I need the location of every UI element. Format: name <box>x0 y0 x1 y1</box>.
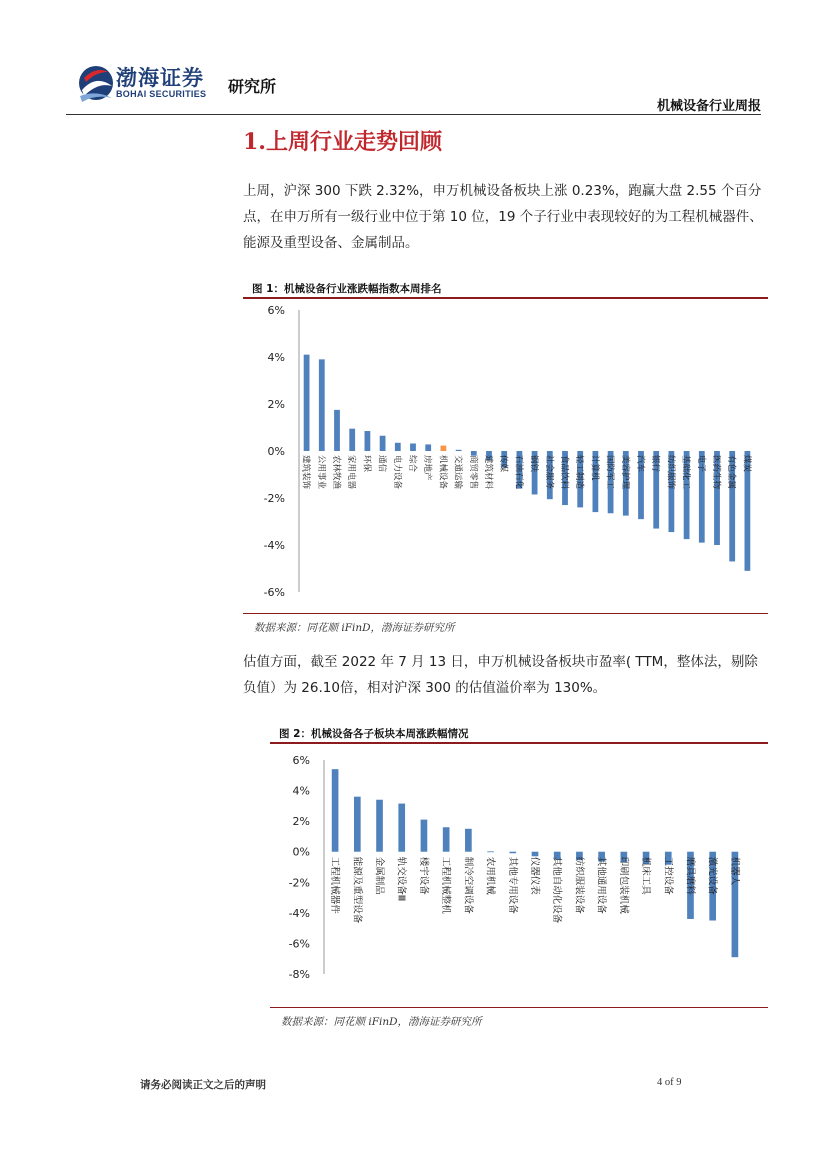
x-category-label: 煤炭 <box>741 455 752 473</box>
x-category-label: 机械设备 <box>437 455 448 490</box>
x-category-label: 综合 <box>407 455 417 473</box>
y-tick-label: 2% <box>267 398 285 411</box>
x-category-label: 公用事业 <box>315 455 326 490</box>
y-tick-label: 0% <box>292 845 310 859</box>
y-tick-label: 6% <box>292 754 310 767</box>
y-tick-label: -6% <box>263 586 285 599</box>
bohai-logo-icon <box>78 60 114 106</box>
x-category-label: 激光设备 <box>706 856 718 895</box>
bar <box>319 359 325 451</box>
figure1-source: 数据来源：同花顺 iFinD，渤海证券研究所 <box>254 622 455 634</box>
x-category-label: 家用电器 <box>346 455 357 490</box>
y-tick-label: -2% <box>263 492 285 505</box>
figure1-chart <box>243 299 768 611</box>
figure2-title: 图 2：机械设备各子板块本周涨跌幅情况 <box>279 728 469 740</box>
header-divider <box>66 114 761 115</box>
x-category-label: 其他专用设备 <box>506 856 518 914</box>
x-category-label: 国防军工 <box>604 455 615 490</box>
y-tick-label: 4% <box>267 351 285 364</box>
bar <box>425 444 431 451</box>
y-tick-label: -4% <box>263 539 285 552</box>
x-category-label: 基础化工 <box>680 455 691 490</box>
figure2-chart <box>270 744 768 1006</box>
x-category-label: 磨具磨料 <box>684 856 696 895</box>
logo-chinese-name: 渤海证券 <box>116 65 204 90</box>
x-category-label: 电力设备 <box>391 455 402 490</box>
x-category-label: 工程机械整机 <box>440 856 452 914</box>
paragraph-weekly-review: 上周，沪深 300 下跌 2.32%，申万机械设备板块上涨 0.23%，跑赢大盘 2.55 个百分点，在申万所有一级行业中位于第 10 位，19 个子行业中表现较好的为工程机械器件、能源及重型设备、金属制品。 <box>243 183 763 251</box>
x-category-label: 传媒 <box>498 455 509 473</box>
bar <box>334 410 340 451</box>
bar <box>395 443 401 451</box>
figure1-title: 图 1：机械设备行业涨跌幅指数本周排名 <box>252 283 442 295</box>
x-category-label: 轻工制造 <box>574 455 585 490</box>
bar <box>487 851 494 852</box>
bar <box>410 443 416 451</box>
y-tick-label: -2% <box>288 876 310 890</box>
paragraph-valuation: 估值方面，截至 2022 年 7 月 13 日，申万机械设备板块市盈率( TTM，整体法，剔除负值）为 26.10倍，相对沪深 300 的估值溢价率为 130%。 <box>243 654 758 696</box>
footer-disclaimer: 请务必阅读正文之后的声明 <box>140 1079 266 1091</box>
logo-institute: 研究所 <box>228 77 277 96</box>
x-category-label: 房地产 <box>422 455 433 481</box>
x-category-label: 美容护理 <box>619 455 630 490</box>
x-category-label: 楼宇设备 <box>417 856 429 895</box>
section-title: 1.上周行业走势回顾 <box>243 129 442 155</box>
report-type: 机械设备行业周报 <box>656 99 761 114</box>
bar <box>332 769 339 852</box>
x-category-label: 农用机械 <box>484 856 496 895</box>
x-category-label: 仪器仪表 <box>529 856 540 895</box>
bar <box>349 429 355 451</box>
y-tick-label: 6% <box>267 304 285 317</box>
x-category-label: 食品饮料 <box>559 455 569 490</box>
x-category-label: 社会服务 <box>543 455 554 490</box>
x-category-label: 工程机械器件 <box>329 856 341 914</box>
x-category-label: 工控设备 <box>662 856 674 895</box>
bar <box>398 804 405 852</box>
bar <box>532 852 539 857</box>
x-category-label: 商贸零售 <box>467 455 478 490</box>
bar <box>365 431 371 451</box>
x-category-label: 银行 <box>650 455 661 473</box>
x-category-label: 机器人 <box>728 856 740 886</box>
x-category-label: 能源及重型设备 <box>351 856 363 924</box>
x-category-label: 农林牧渔 <box>331 455 341 490</box>
y-tick-label: 4% <box>292 784 310 798</box>
x-category-label: 机床工具 <box>640 856 652 895</box>
x-category-label: 建筑材料 <box>483 455 493 490</box>
x-category-label: 制冷空调设备 <box>462 856 474 914</box>
figure2-source: 数据来源：同花顺 iFinD，渤海证券研究所 <box>281 1016 482 1028</box>
bar <box>380 436 386 451</box>
bar <box>441 446 447 451</box>
figure1-bottom-rule <box>243 613 768 614</box>
y-tick-label: 0% <box>267 445 285 458</box>
bar <box>509 852 516 854</box>
x-category-label: 轨交设备Ⅲ <box>395 856 407 902</box>
x-category-label: 交通运输 <box>452 455 463 490</box>
x-category-label: 医药生物 <box>711 455 721 490</box>
y-tick-label: -6% <box>288 937 310 951</box>
bar <box>456 450 462 451</box>
page-number: 4 of 9 <box>657 1077 682 1088</box>
x-category-label: 金属制品 <box>373 856 385 895</box>
y-tick-label: -4% <box>288 906 310 920</box>
bar <box>465 829 472 852</box>
logo-english-name: BOHAI SECURITIES <box>116 89 207 99</box>
x-category-label: 纺织服装设备 <box>573 856 585 914</box>
x-category-label: 环保 <box>361 455 372 473</box>
x-category-label: 其他自动化设备 <box>551 856 563 924</box>
bohai-logo <box>78 60 298 110</box>
figure2-bottom-rule <box>270 1007 768 1008</box>
bar <box>443 827 450 851</box>
x-category-label: 石油石化 <box>513 455 524 490</box>
x-category-label: 钢铁 <box>528 455 539 473</box>
y-tick-label: -8% <box>288 968 310 981</box>
x-category-label: 有色金属 <box>726 455 737 490</box>
x-category-label: 印刷包装机械 <box>617 856 629 914</box>
x-category-label: 通信 <box>376 455 387 473</box>
x-category-label: 电子 <box>695 455 706 473</box>
bar <box>421 820 428 852</box>
x-category-label: 计算机 <box>589 455 600 481</box>
x-category-label: 纺织服饰 <box>665 455 676 490</box>
x-category-label: 其他通用设备 <box>595 856 607 914</box>
bar <box>354 797 361 852</box>
x-category-label: 汽车 <box>635 455 645 473</box>
x-category-label: 建筑装饰 <box>300 455 311 490</box>
bar <box>304 355 310 451</box>
y-tick-label: 2% <box>292 815 310 829</box>
bar <box>376 800 383 852</box>
